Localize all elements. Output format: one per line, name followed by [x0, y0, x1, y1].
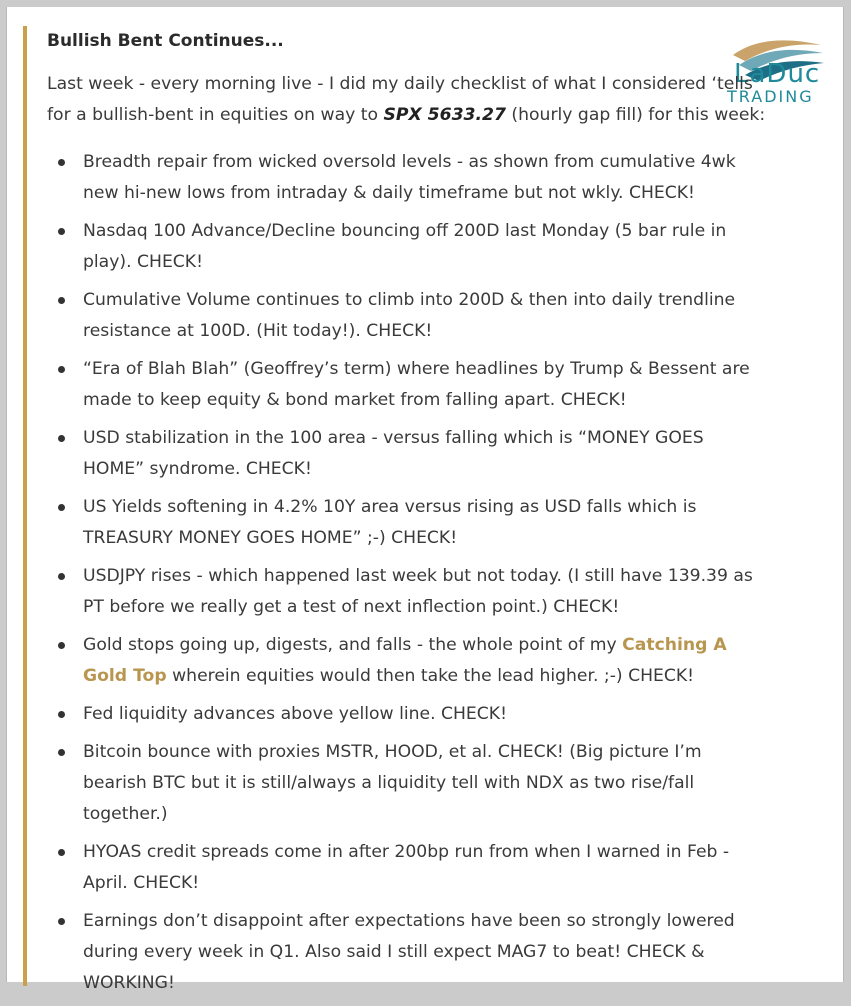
checklist — [47, 147, 767, 999]
bullet-icon — [58, 849, 65, 856]
list-item-text: Fed liquidity advances above yellow line. CHECK! — [83, 704, 507, 724]
bullet-icon — [58, 711, 65, 718]
bullet-icon — [58, 918, 65, 925]
list-item — [47, 630, 767, 692]
list-item — [47, 492, 767, 554]
list-item — [47, 354, 767, 416]
spx-target: SPX 5633.27 — [383, 105, 506, 125]
bullet-icon — [58, 642, 65, 649]
bullet-icon — [58, 228, 65, 235]
list-item-text: Earnings don’t disappoint after expectations have been so strongly lowered during every week in Q1. Also said I still expect MAG7 to beat! CHECK & WORKING! — [83, 911, 735, 993]
bullet-icon — [58, 749, 65, 756]
list-item — [47, 837, 767, 899]
list-item-text: HYOAS credit spreads come in after 200bp run from when I warned in Feb - April. CHECK! — [83, 842, 730, 893]
list-item — [47, 285, 767, 347]
bullet-icon — [58, 435, 65, 442]
list-item-text: USD stabilization in the 100 area - versus falling which is “MONEY GOES HOME” syndrome. CHECK! — [83, 428, 704, 479]
post-heading: Bullish Bent Continues... — [47, 31, 284, 51]
bullet-icon — [58, 573, 65, 580]
post-card — [6, 7, 844, 993]
catching-a-gold-top-link[interactable]: Catching A Gold Top — [83, 635, 727, 686]
list-item-text: Nasdaq 100 Advance/Decline bouncing off 200D last Monday (5 bar rule in play). CHECK! — [83, 221, 727, 272]
list-item-text: Breadth repair from wicked oversold levels - as shown from cumulative 4wk new hi-new lows from intraday & daily timeframe but not wkly. CHECK! — [83, 152, 736, 203]
blockquote-accent-bar — [23, 26, 27, 986]
list-item — [47, 699, 767, 730]
bullet-icon — [58, 504, 65, 511]
list-item-text: Bitcoin bounce with proxies MSTR, HOOD, et al. CHECK! (Big picture I’m bearish BTC but it is still/always a liquidity tell with NDX as two rise/fall together.) — [83, 742, 702, 824]
bullet-icon — [58, 366, 65, 373]
list-item — [47, 906, 767, 999]
list-item — [47, 216, 767, 278]
logo-subtext: TRADING — [727, 87, 814, 106]
list-item-text-start: Gold stops going up, digests, and falls - the whole point of my — [83, 635, 623, 655]
intro-paragraph — [47, 69, 767, 131]
intro-text-mid: for a bullish-bent in equities on way to — [47, 105, 384, 125]
list-item-text: USDJPY rises - which happened last week but not today. (I still have 139.39 as PT before we really get a test of next inflection point.) CHECK! — [83, 566, 753, 617]
list-item-text: “Era of Blah Blah” (Geoffrey’s term) where headlines by Trump & Bessent are made to keep equity & bond market from falling apart. CHECK! — [83, 359, 750, 410]
list-item-text: Cumulative Volume continues to climb into 200D & then into daily trendline resistance at 100D. (Hit today!). CHECK! — [83, 290, 736, 341]
list-item — [47, 561, 767, 623]
bullet-icon — [58, 297, 65, 304]
intro-text-start: Last week - every morning live - I did my daily checklist of what I considered ‘tells — [47, 74, 753, 94]
logo-wordmark: LaDuc — [734, 59, 821, 89]
post-content — [47, 27, 767, 1006]
list-item-text-end: wherein equities would then take the lead higher. ;-) CHECK! — [166, 666, 695, 686]
list-item-text: US Yields softening in 4.2% 10Y area versus rising as USD falls which is TREASURY MONEY GOES HOME” ;-) CHECK! — [83, 497, 697, 548]
list-item — [47, 737, 767, 830]
bullet-icon — [58, 159, 65, 166]
list-item — [47, 423, 767, 485]
list-item — [47, 147, 767, 209]
intro-text-end: (hourly gap fill) for this week: — [505, 105, 766, 125]
